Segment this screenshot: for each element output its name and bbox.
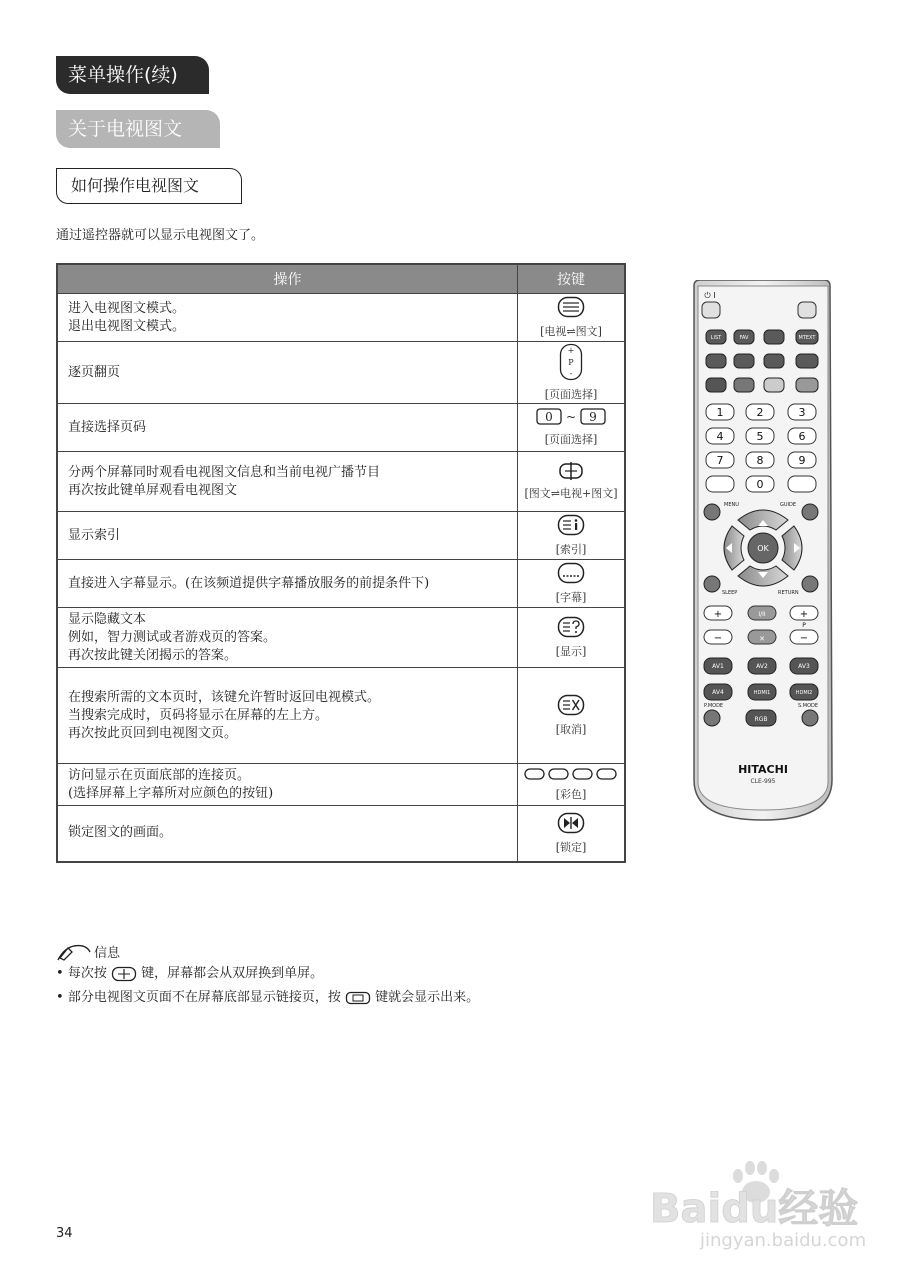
svg-text:AV4: AV4: [712, 689, 724, 696]
row-desc: 显示隐藏文本 例如，智力测试或者游戏页的答案。 再次按此键关闭揭示的答案。: [57, 608, 518, 668]
list-key-icon: [345, 991, 371, 1005]
svg-text:~: ~: [565, 410, 577, 424]
table-row: [57, 342, 625, 404]
row-key: [518, 342, 626, 404]
row-key: [518, 668, 626, 764]
subsection-title: 关于电视图文: [56, 110, 220, 148]
row-desc: 逐页翻页: [57, 342, 518, 404]
svg-text:MTEXT: MTEXT: [798, 335, 816, 341]
split-screen-icon: [558, 462, 584, 480]
row-key: [518, 560, 626, 608]
svg-text:AV1: AV1: [712, 663, 724, 670]
hold-icon: [557, 812, 585, 834]
svg-text:AV2: AV2: [756, 663, 768, 670]
row-desc: 直接进入字幕显示。(在该频道提供字幕播放服务的前提条件下): [57, 560, 518, 608]
svg-text:−: −: [799, 633, 809, 644]
svg-text:1: 1: [716, 406, 724, 419]
svg-text:LIST: LIST: [710, 335, 722, 341]
svg-text:Baidu经验: Baidu经验: [650, 1186, 859, 1232]
table-row: [57, 560, 625, 608]
svg-text:−: −: [713, 633, 723, 644]
intro-text: 通过遥控器就可以显示电视图文了。: [56, 228, 265, 243]
row-key: [518, 806, 626, 862]
svg-text:FAV: FAV: [739, 335, 749, 341]
table-row: [57, 764, 625, 806]
key-label: [显示]: [555, 645, 587, 658]
table-row: [57, 668, 625, 764]
row-key: [518, 608, 626, 668]
row-key: [518, 404, 626, 452]
svg-text:HDMI1: HDMI1: [753, 690, 771, 696]
table-row: [57, 452, 625, 512]
svg-text:AV3: AV3: [798, 663, 810, 670]
svg-text:0: 0: [756, 478, 764, 491]
svg-text:S.MODE: S.MODE: [798, 703, 819, 709]
table-row: [57, 294, 625, 342]
remote-model: CLE-995: [750, 778, 776, 785]
table-header-row: [57, 264, 625, 294]
row-desc: 访问显示在页面底部的连接页。 (选择屏幕上字幕所对应颜色的按钮): [57, 764, 518, 806]
header-operation: 操作: [57, 264, 518, 294]
page-number: 34: [56, 1226, 73, 1241]
svg-text:SLEEP: SLEEP: [722, 590, 738, 596]
svg-text:7: 7: [716, 454, 724, 467]
bullet-icon: •: [56, 966, 64, 981]
svg-text:MENU: MENU: [724, 502, 739, 508]
svg-text:3: 3: [798, 406, 806, 419]
row-desc: 显示索引: [57, 512, 518, 560]
digit-keys-icon: [536, 408, 606, 426]
svg-text:P: P: [802, 622, 806, 629]
remote-control: [688, 280, 838, 825]
svg-text:✕: ✕: [759, 635, 765, 643]
bullet-icon: •: [56, 990, 64, 1005]
header-key: 按键: [518, 264, 626, 294]
row-desc: 锁定图文的画面。: [57, 806, 518, 862]
svg-text:GUIDE: GUIDE: [780, 502, 797, 508]
key-label: [索引]: [555, 543, 587, 556]
svg-text:6: 6: [798, 430, 806, 443]
svg-text:I/II: I/II: [758, 611, 766, 618]
row-key: [518, 512, 626, 560]
svg-text:2: 2: [756, 406, 764, 419]
key-label: [取消]: [555, 723, 587, 736]
table-row: [57, 512, 625, 560]
table-row: [57, 608, 625, 668]
row-key: [518, 764, 626, 806]
section-title: 菜单操作(续): [56, 56, 209, 94]
split-screen-icon: [111, 966, 137, 982]
svg-text:+: +: [567, 346, 575, 355]
table-row: [57, 806, 625, 862]
svg-text:⏻ I: ⏻ I: [704, 291, 716, 300]
table-row: [57, 404, 625, 452]
info-line-2: • 部分电视图文页面不在屏幕底部显示链接页，按 键就会显示出来。: [56, 990, 480, 1005]
svg-text:0: 0: [545, 410, 553, 424]
svg-text:OK: OK: [757, 544, 769, 553]
reveal-icon: [557, 616, 585, 638]
svg-text:+: +: [713, 609, 723, 620]
key-label: [页面选择]: [544, 433, 598, 446]
subtitle-icon: [557, 562, 585, 584]
teletext-icon: [557, 296, 585, 318]
svg-text:P: P: [568, 358, 574, 367]
svg-text:HDMI2: HDMI2: [795, 690, 813, 696]
page-up-down-icon: [559, 343, 583, 381]
info-title: 信息: [94, 946, 121, 961]
row-key: [518, 294, 626, 342]
operations-table: [56, 263, 626, 863]
info-line-1: • 每次按 键，屏幕都会从双屏换到单屏。: [56, 966, 324, 981]
svg-text:RETURN: RETURN: [778, 590, 799, 596]
pencil-icon: [56, 942, 92, 962]
row-key: [518, 452, 626, 512]
row-desc: 进入电视图文模式。 退出电视图文模式。: [57, 294, 518, 342]
svg-text:9: 9: [589, 410, 597, 424]
index-icon: [557, 514, 585, 536]
svg-text:P.MODE: P.MODE: [704, 703, 724, 709]
svg-text:8: 8: [756, 454, 764, 467]
svg-text:+: +: [799, 609, 809, 620]
info-button[interactable]: [798, 302, 816, 318]
key-label: [电视⇌图文]: [540, 325, 602, 338]
baidu-watermark: [640, 1150, 890, 1260]
remote-brand: HITACHI: [738, 763, 788, 776]
row-desc: 在搜索所需的文本页时，该键允许暂时返回电视模式。 当搜索完成时，页码将显示在屏幕的左上方。 再次按此页回到电视图文页。: [57, 668, 518, 764]
key-label: [字幕]: [555, 591, 587, 604]
key-label: [图文⇌电视+图文]: [524, 487, 618, 500]
topic-title: 如何操作电视图文: [56, 168, 242, 204]
svg-text:4: 4: [716, 430, 724, 443]
color-keys-icon: [523, 767, 619, 781]
svg-text:-: -: [569, 369, 573, 378]
svg-text:5: 5: [756, 430, 764, 443]
row-desc: 分两个屏幕同时观看电视图文信息和当前电视广播节目 再次按此键单屏观看电视图文: [57, 452, 518, 512]
svg-text:jingyan.baidu.com: jingyan.baidu.com: [700, 1230, 867, 1251]
svg-text:RGB: RGB: [754, 716, 768, 723]
key-label: [锁定]: [555, 840, 587, 854]
key-label: [页面选择]: [544, 388, 598, 401]
svg-text:9: 9: [798, 454, 806, 467]
row-desc: 直接选择页码: [57, 404, 518, 452]
cancel-icon: [557, 694, 585, 716]
key-label: [彩色]: [555, 788, 587, 801]
